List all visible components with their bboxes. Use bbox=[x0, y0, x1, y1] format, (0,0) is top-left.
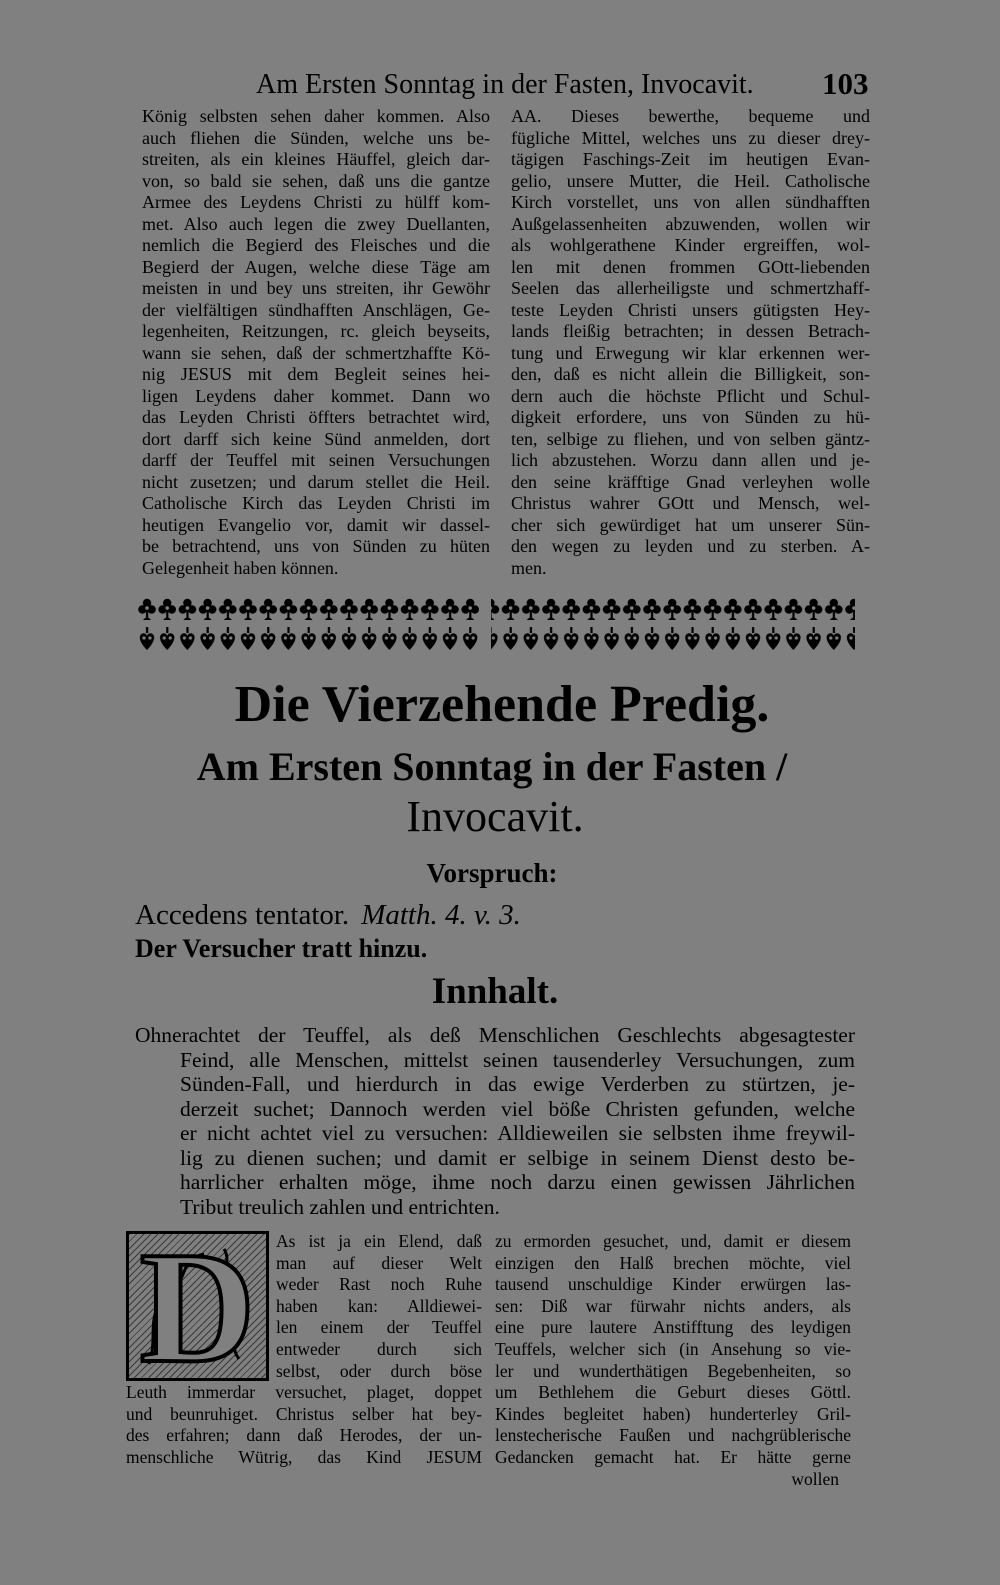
right-column-line: Außgelassenheiten abzuwenden, wollen wir bbox=[511, 213, 870, 234]
running-header-title: Am Ersten Sonntag in der Fasten, Invocavit. bbox=[256, 69, 754, 100]
ornament-row-bottom-right bbox=[491, 626, 855, 654]
body-right-line: lenstecherische Faußen und nachgrüblerische bbox=[495, 1425, 851, 1446]
page-number: 103 bbox=[822, 66, 869, 101]
left-column-line: nemlich die Begierd des Fleisches und die bbox=[142, 235, 490, 255]
body-left-line: menschliche Wütrig, das Kind JESUM bbox=[126, 1446, 482, 1467]
vorspruch-latin-line bbox=[135, 898, 521, 932]
innhalt-line: Tribut treulich zahlen und entrichten. bbox=[180, 1194, 500, 1219]
body-left-line: Leuth immerdar versuchet, plaget, doppet bbox=[126, 1382, 482, 1403]
left-column-line: Catholische Kirch das Leyden Christi im bbox=[142, 493, 490, 513]
body-right-line: Teuffels, welcher sich (in Ansehung so vie- bbox=[495, 1338, 851, 1359]
sermon-subtitle-latin: Invocavit. bbox=[406, 792, 584, 841]
right-column-line: fügliche Mittel, welches uns zu dieser drey- bbox=[511, 127, 870, 148]
ornament-row-top-left bbox=[137, 598, 481, 622]
left-column-line: dort darff sich keine Sünd anmelden, dort bbox=[142, 428, 490, 449]
left-column-line: Begierd der Augen, welche diese Täge am bbox=[142, 256, 490, 277]
body-left-line: weder Rast noch Ruhe bbox=[276, 1274, 482, 1295]
body-right-line: eine pure lautere Anstifftung des leydigen bbox=[495, 1317, 851, 1338]
body-left-line: des erfahren; dann daß Herodes, der un- bbox=[126, 1425, 482, 1446]
top-right-column bbox=[511, 106, 870, 579]
right-column-line: digkeit erfordere, uns von Sünden zu hü- bbox=[511, 407, 870, 427]
left-column-line: Armee des Leydens Christi zu hülff kom- bbox=[142, 192, 490, 212]
top-left-column bbox=[142, 106, 490, 579]
vorspruch-latin-text: Accedens tentator. bbox=[135, 899, 350, 931]
innhalt-line: Sünden-Fall, und hierdurch in das ewige Verderben zu stürtzen, je- bbox=[180, 1072, 855, 1096]
right-column-line: den seine kräfftige Gnad verleyhen wolle bbox=[511, 471, 870, 492]
innhalt-line: Feind, alle Menschen, mittelst seinen tausenderley Versuchungen, zum bbox=[180, 1047, 855, 1072]
right-column-line: men. bbox=[511, 557, 547, 578]
left-column-line: das Leyden Christi öffters betrachtet wird, bbox=[142, 407, 490, 427]
body-left-line: und beunruhiget. Christus selber hat bey- bbox=[126, 1403, 482, 1424]
body-left-line: len einem der Teuffel bbox=[276, 1317, 482, 1338]
left-column-line: nicht zusetzen; und darum stellet die Heil. bbox=[142, 471, 490, 492]
right-column-line: Seelen das allerheiligste und schmertzhaff- bbox=[511, 278, 870, 298]
innhalt-line: er nicht achtet viel zu versuchen: Alldieweilen sie selbsten ihme freywil- bbox=[180, 1121, 855, 1145]
right-column-line: AA. Dieses bewerthe, bequeme und bbox=[511, 106, 870, 126]
right-column-line: cher sich gewürdiget hat um unserer Sün- bbox=[511, 514, 870, 535]
right-column-line: len mit denen frommen GOtt-liebenden bbox=[511, 256, 870, 277]
left-column-line: von, so bald sie sehen, daß uns die gantze bbox=[142, 170, 490, 191]
body-left-line: As ist ja ein Elend, daß bbox=[276, 1231, 482, 1251]
right-column-line: den, daß es nicht allein die Billigkeit, son- bbox=[511, 364, 870, 384]
body-left-line: selbst, oder durch böse bbox=[276, 1360, 482, 1381]
body-left-line: entweder durch sich bbox=[276, 1338, 482, 1359]
innhalt-line: derzeit suchet; Dannoch werden viel böße Christen gefunden, welche bbox=[180, 1096, 855, 1121]
body-right-line: ler und wunderthätigen Begebenheiten, so bbox=[495, 1360, 851, 1381]
body-right-line: zu ermorden gesuchet, und, damit er diesem bbox=[495, 1231, 851, 1251]
innhalt-line: Ohnerachtet der Teuffel, als deß Menschlichen Geschlechts abgesagtester bbox=[135, 1023, 855, 1047]
right-column-line: lands fleißig betrachten; in dessen Betrach- bbox=[511, 321, 870, 341]
left-column-line: heutigen Evangelio vor, damit wir dassel- bbox=[142, 514, 490, 535]
body-right-line: sen: Diß war fürwahr nichts anders, als bbox=[495, 1295, 851, 1316]
body-right-line: tausend unschuldige Kinder erwürgen las- bbox=[495, 1274, 851, 1295]
right-column-line: tägigen Faschings-Zeit im heutigen Evan- bbox=[511, 149, 870, 169]
left-column-line: met. Also auch legen die zwey Duellanten, bbox=[142, 213, 490, 234]
left-column-line: darff der Teuffel mit seinen Versuchungen bbox=[142, 450, 490, 470]
vorspruch-german-text: Der Versucher tratt hinzu. bbox=[135, 934, 428, 963]
innhalt-paragraph bbox=[135, 1023, 855, 1219]
left-column-line: be betrachtend, uns von Sünden zu hüten bbox=[142, 536, 490, 556]
right-column-line: Christus wahrer GOtt und Mensch, wel- bbox=[511, 493, 870, 513]
left-column-line: wann sie sehen, daß der schmertzhaffte Kö- bbox=[142, 342, 490, 363]
body-left-line: haben kan: Alldiewei- bbox=[276, 1295, 482, 1316]
left-column-line: meisten in und bey uns streiten, ihr Gewöhr bbox=[142, 278, 490, 298]
left-column-line: der vielfältigen sündhafften Anschlägen, Ge- bbox=[142, 299, 490, 320]
body-right-line: um Bethlehem die Geburt dieses Göttl. bbox=[495, 1382, 851, 1403]
sermon-title: Die Vierzehende Predig. bbox=[234, 676, 770, 733]
ornament-row-top-right bbox=[491, 598, 855, 622]
innhalt-line: lig zu dienen suchen; und damit er selbige in seinem Dienst desto be- bbox=[180, 1145, 855, 1170]
body-left-line: man auf dieser Welt bbox=[276, 1252, 482, 1273]
vorspruch-reference: Matth. 4. v. 3. bbox=[361, 899, 521, 931]
right-column-line: als wohlgerathene Kinder ergreiffen, wol- bbox=[511, 235, 870, 255]
body-right-line: Kindes begleitet haben) hunderterley Gril- bbox=[495, 1403, 851, 1424]
body-right-column bbox=[495, 1231, 851, 1490]
right-column-line: lich abzustehen. Worzu dann allen und je- bbox=[511, 450, 870, 470]
left-column-line: König selbsten sehen daher kommen. Also bbox=[142, 106, 490, 126]
right-column-line: den wegen zu leyden und zu sterben. A- bbox=[511, 536, 870, 556]
body-right-line: einzigen den Halß brechen möchte, viel bbox=[495, 1252, 851, 1273]
left-column-line: ligen Leydens daher kommet. Dann wo bbox=[142, 385, 490, 406]
left-column-line: legenheiten, Reitzungen, rc. gleich beyseits, bbox=[142, 321, 490, 341]
drop-cap bbox=[126, 1231, 269, 1381]
vorspruch-heading: Vorspruch: bbox=[426, 858, 558, 888]
body-left-column bbox=[126, 1231, 482, 1469]
left-column-line: nig JESUS mit dem Begleit seines hei- bbox=[142, 364, 490, 384]
right-column-line: gelio, unsere Mutter, die Heil. Catholische bbox=[511, 170, 870, 191]
right-column-line: tung und Erwegung wir klar erkennen wer- bbox=[511, 342, 870, 363]
ornament-row-bottom-left bbox=[137, 626, 481, 654]
right-column-line: dern auch die höchste Pflicht und Schul- bbox=[511, 385, 870, 406]
sermon-subtitle: Am Ersten Sonntag in der Fasten / bbox=[196, 744, 788, 789]
left-column-line: auch fliehen die Sünden, welche uns be- bbox=[142, 127, 490, 148]
left-column-line: Gelegenheit haben können. bbox=[142, 557, 339, 578]
right-column-line: Kirch vorstellet, uns von allen sündhafften bbox=[511, 192, 870, 212]
right-column-line: ten, selbige zu fliehen, und von selben gäntz- bbox=[511, 428, 870, 449]
fleuron-band-icon bbox=[137, 598, 855, 654]
drop-cap-letter: D bbox=[139, 1231, 256, 1381]
catchword: wollen bbox=[791, 1468, 839, 1489]
body-right-line: Gedancken gemacht hat. Er hätte gerne bbox=[495, 1446, 851, 1467]
innhalt-heading: Innhalt. bbox=[431, 971, 559, 1012]
innhalt-line: harrlicher erhalten möge, ihme noch darzu einen gewissen Jährlichen bbox=[180, 1170, 855, 1194]
left-column-line: streiten, als ein kleines Häuffel, gleich dar- bbox=[142, 149, 490, 169]
right-column-line: teste Leyden Christi unsers gütigsten Hey- bbox=[511, 299, 870, 320]
